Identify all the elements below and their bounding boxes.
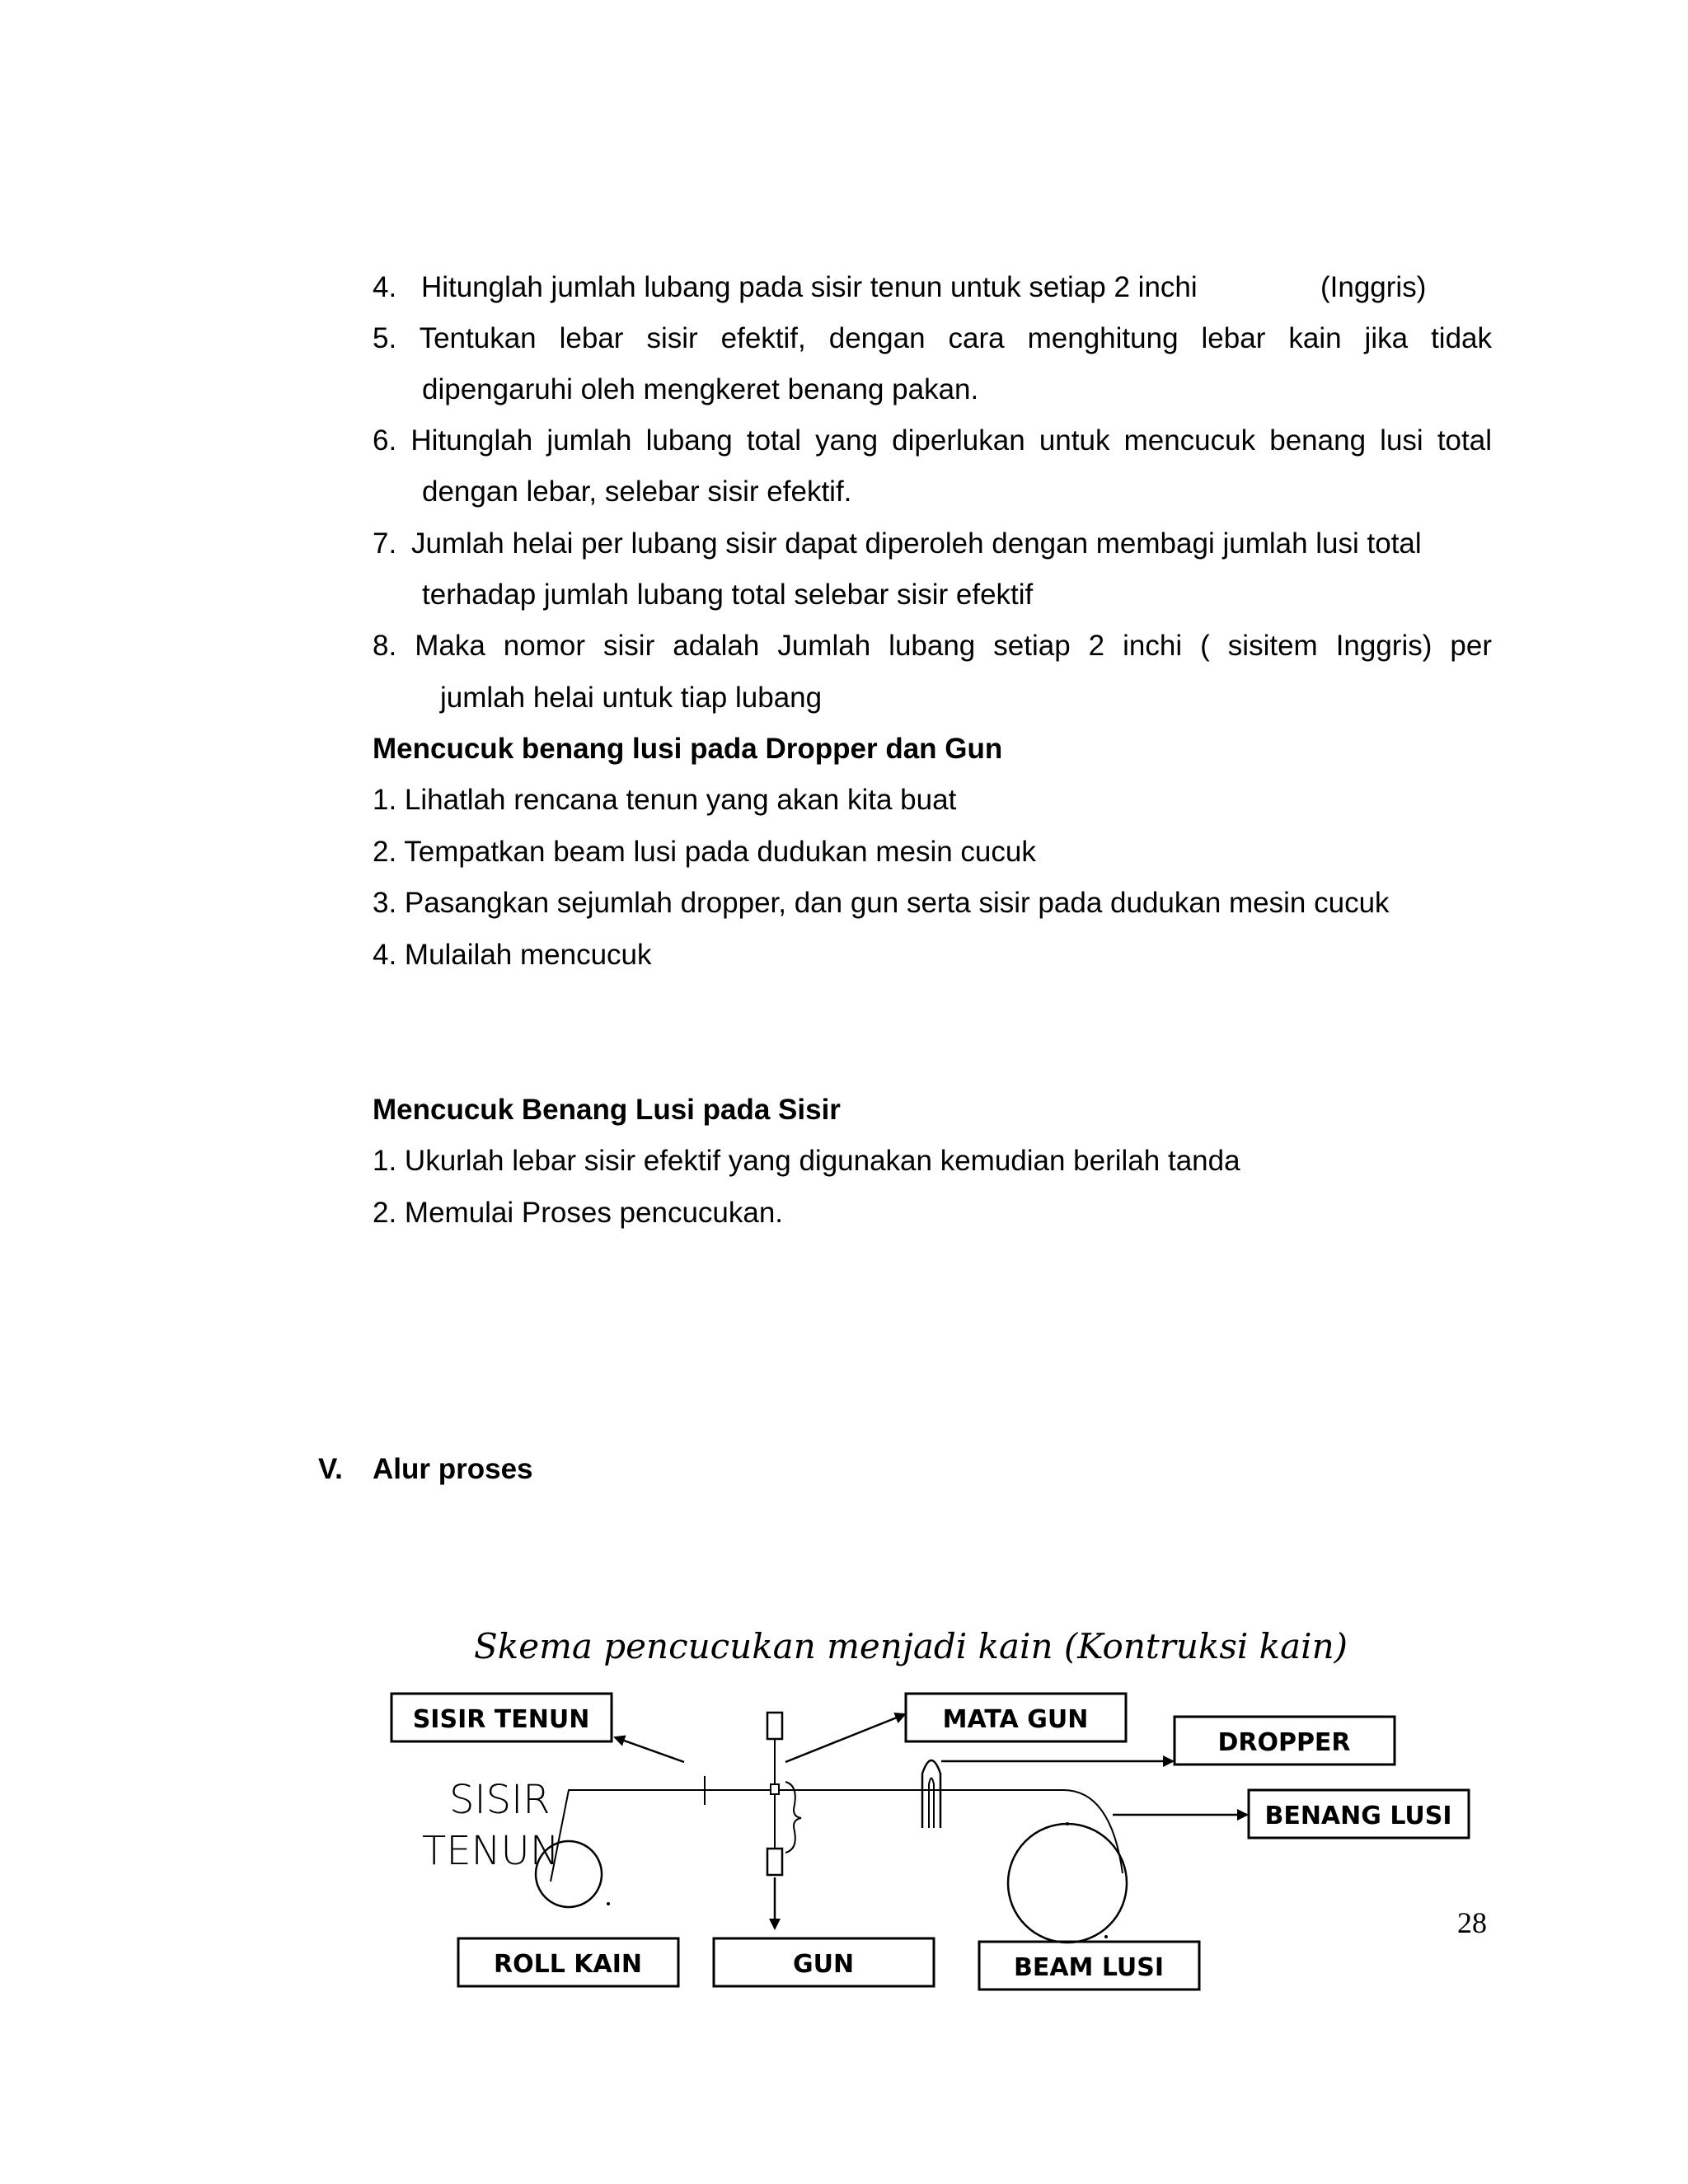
heddle-icon	[767, 1713, 801, 1875]
beam-dot	[1066, 1822, 1069, 1825]
step-6-text: Hitunglah jumlah lubang total yang diperlukan untuk mencucuk benang lusi total	[410, 424, 1492, 457]
step-6-num: 6.	[373, 424, 397, 457]
step-5-num: 5.	[373, 322, 397, 354]
arrow-to-sisir-tenun	[615, 1737, 684, 1762]
step-8-text: Maka nomor sisir adalah Jumlah lubang setiap 2 inchi ( sisitem Inggris) per	[415, 630, 1492, 662]
step-6-cont: dengan lebar, selebar sisir efektif.	[422, 476, 852, 508]
box-sisir-tenun-label: SISIR TENUN	[412, 1705, 590, 1734]
sisir-item-2: 2. Memulai Proses pencucukan.	[373, 1197, 784, 1229]
box-roll-kain-label: ROLL KAIN	[493, 1950, 643, 1979]
step-4-text: Hitunglah jumlah lubang pada sisir tenun untuk setiap 2 inchi	[420, 271, 1198, 303]
beam-lusi-roll	[1008, 1824, 1127, 1943]
beam-dot-2	[1104, 1935, 1108, 1938]
handwritten-tenun: TENUN	[422, 1828, 560, 1874]
dropper-icon	[922, 1760, 940, 1828]
dropper-item-1: 1. Lihatlah rencana tenun yang akan kita buat	[373, 784, 957, 816]
dropper-item-3: 3. Pasangkan sejumlah dropper, dan gun serta sisir pada dudukan mesin cucuk	[373, 887, 1390, 919]
dropper-item-4: 4. Mulailah mencucuk	[373, 939, 652, 971]
step-7-cont: terhadap jumlah lubang total selebar sisir efektif	[422, 579, 1034, 611]
step-4-num: 4.	[373, 271, 397, 303]
section-v-number: V.	[318, 1453, 343, 1485]
roll-dot	[607, 1902, 610, 1905]
box-dropper	[1175, 1717, 1395, 1765]
step-7-num: 7.	[373, 527, 397, 560]
box-beam-lusi-label: BEAM LUSI	[1013, 1953, 1165, 1982]
section-sisir-heading: Mencucuk Benang Lusi pada Sisir	[373, 1094, 841, 1126]
box-gun-label: GUN	[792, 1950, 855, 1979]
dropper-item-2: 2. Tempatkan beam lusi pada dudukan mesin cucuk	[373, 836, 1036, 868]
step-5-cont: dipengaruhi oleh mengkeret benang pakan.	[422, 373, 979, 405]
box-roll-kain	[458, 1938, 678, 1986]
diagram-title: Skema pencucukan menjadi kain (Kontruksi kain)	[473, 1626, 1348, 1666]
warp-thread-line	[551, 1790, 1123, 1882]
box-sisir-tenun	[392, 1694, 612, 1741]
box-benang-lusi	[1249, 1790, 1469, 1838]
box-benang-lusi-label: BENANG LUSI	[1264, 1802, 1452, 1830]
step-7-text: Jumlah helai per lubang sisir dapat diperoleh dengan membagi jumlah lusi total	[410, 527, 1422, 560]
sisir-item-1: 1. Ukurlah lebar sisir efektif yang digunakan kemudian berilah tanda	[373, 1145, 1240, 1177]
box-mata-gun	[906, 1694, 1126, 1741]
arrow-to-mata-gun	[785, 1714, 905, 1762]
box-beam-lusi	[979, 1942, 1199, 1990]
section-v-title: Alur proses	[373, 1453, 533, 1485]
handwritten-sisir: SISIR	[449, 1777, 551, 1823]
section-dropper-heading: Mencucuk benang lusi pada Dropper dan Gun	[373, 733, 1003, 765]
step-5-text: Tentukan lebar sisir efektif, dengan cara menghitung lebar kain jika tidak	[419, 322, 1493, 354]
page-number: 28	[1457, 1906, 1487, 1939]
step-8-cont: jumlah helai untuk tiap lubang	[440, 682, 823, 714]
box-mata-gun-label: MATA GUN	[942, 1705, 1089, 1734]
box-dropper-label: DROPPER	[1217, 1728, 1351, 1757]
box-gun	[714, 1938, 934, 1986]
step-4-suffix: (Inggris)	[1320, 271, 1427, 303]
step-8-num: 8.	[373, 630, 397, 662]
